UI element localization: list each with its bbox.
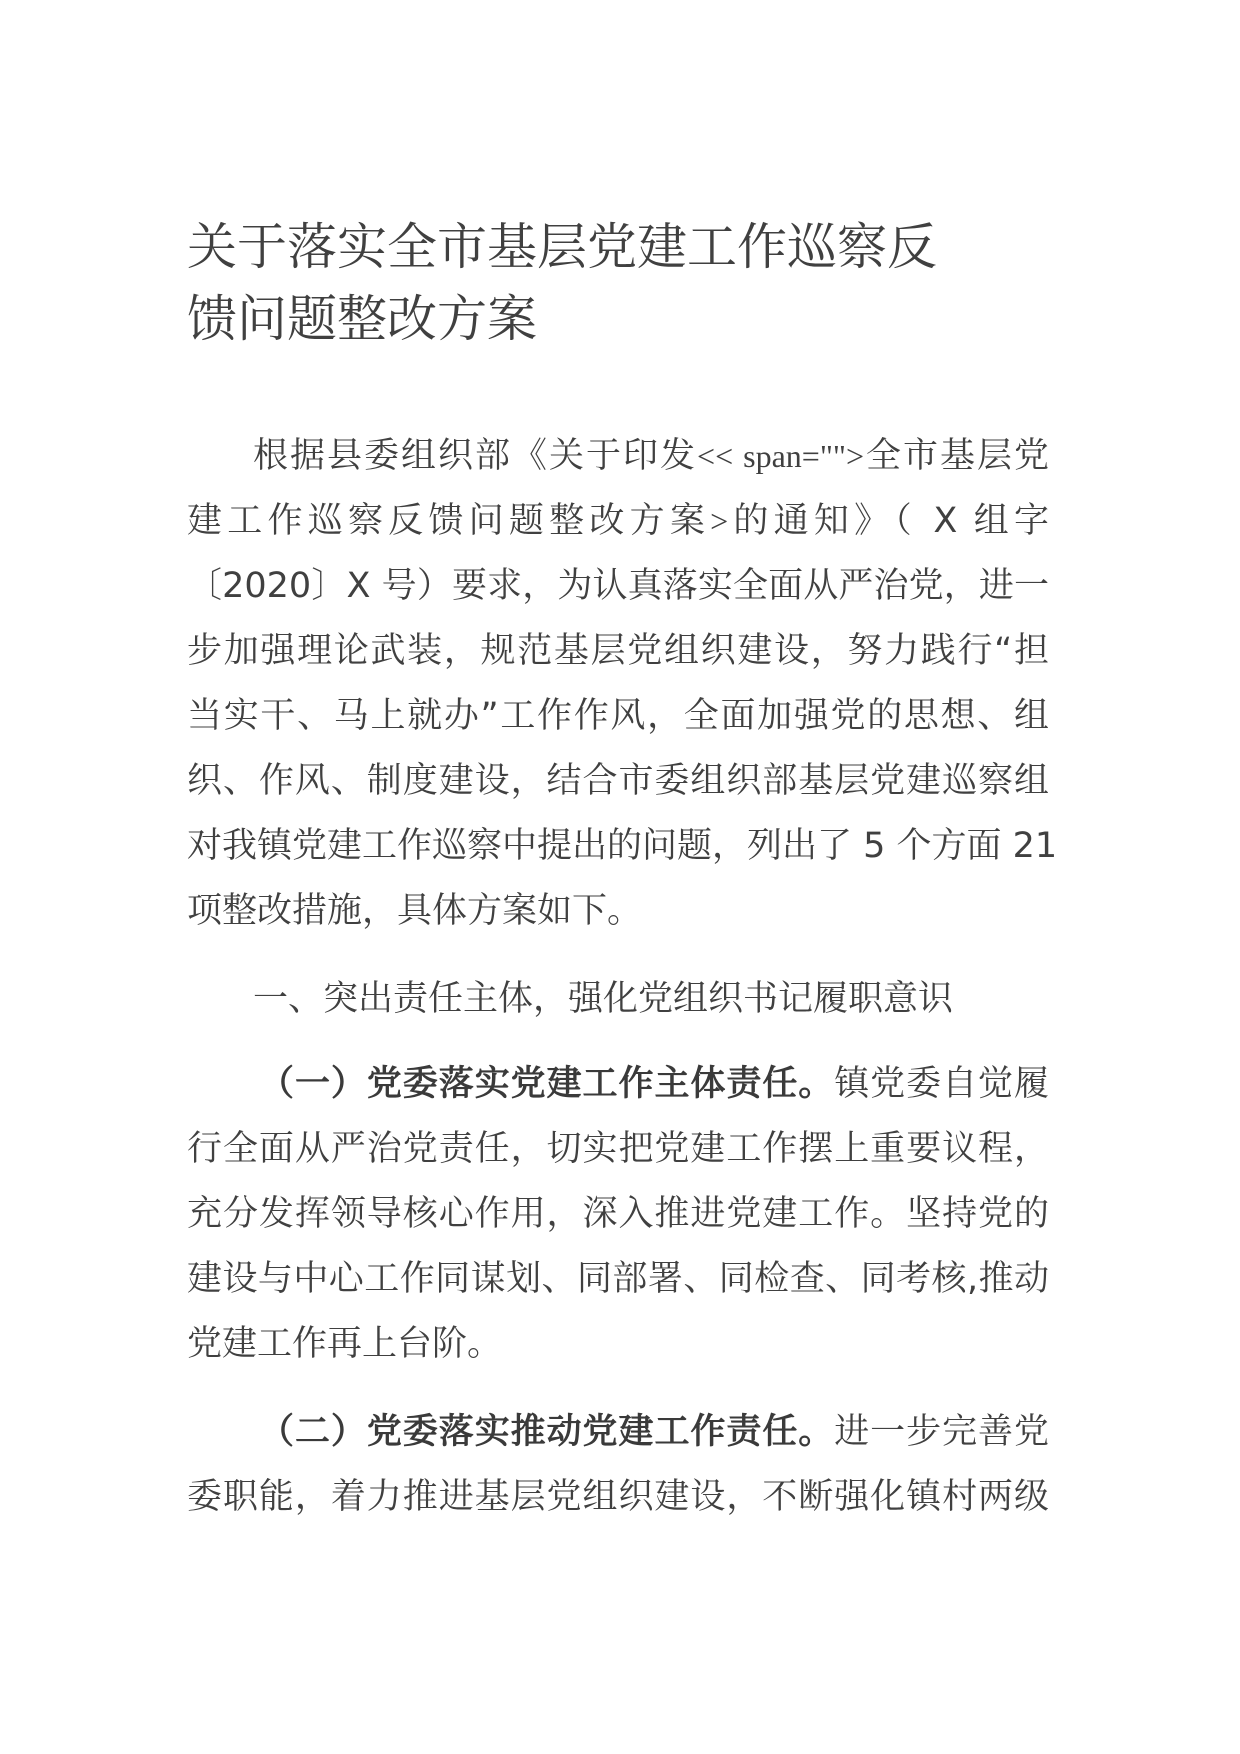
- intro-text: 建工作巡察反馈问题整改方案: [187, 501, 711, 541]
- subsection-1: [187, 1052, 1049, 1377]
- subsection-2: [187, 1400, 1049, 1530]
- intro-line-7: 对我镇党建工作巡察中提出的问题，列出了 5 个方面 21: [187, 826, 1058, 866]
- intro-text: 全市基层党: [863, 436, 1049, 476]
- intro-line-5: 当实干、马上就办”工作作风，全面加强党的思想、组: [187, 696, 1049, 736]
- title-line-2: 馈问题整改方案: [187, 290, 537, 348]
- stray-markup-text: >: [710, 503, 729, 539]
- section-heading-1: [187, 967, 1049, 1032]
- subsection-1-text: 镇党委自觉履: [834, 1064, 1049, 1104]
- subsection-1-line-1: [187, 1052, 1049, 1117]
- subsection-2-heading: （二）党委落实推动党建工作责任。: [259, 1412, 835, 1452]
- subsection-2-line-1: [187, 1400, 1049, 1465]
- intro-line-4: 步加强理论武装，规范基层党组织建设，努力践行“担: [187, 631, 1049, 671]
- intro-paragraph: [187, 424, 1058, 944]
- subsection-1-line-5: 党建工作再上台阶。: [187, 1324, 503, 1364]
- subsection-1-heading: （一）党委落实党建工作主体责任。: [259, 1064, 835, 1104]
- intro-text: 根据县委组织部《关于印发: [253, 436, 698, 476]
- intro-line-1: [187, 424, 1049, 489]
- stray-markup-text: << span="">: [697, 438, 864, 474]
- intro-text: 的通知》（ X 组字: [728, 501, 1049, 541]
- subsection-2-text: 进一步完善党: [834, 1412, 1049, 1452]
- document-title: [187, 215, 1049, 351]
- subsection-2-line-2: 委职能，着力推进基层党组织建设，不断强化镇村两级: [187, 1477, 1049, 1517]
- title-line-1: 关于落实全市基层党建工作巡察反: [187, 218, 937, 276]
- subsection-1-line-2: 行全面从严治党责任，切实把党建工作摆上重要议程，: [187, 1129, 1049, 1169]
- section-heading-text: 一、突出责任主体，强化党组织书记履职意识: [253, 979, 954, 1019]
- intro-line-6: 织、作风、制度建设，结合市委组织部基层党建巡察组: [187, 761, 1049, 801]
- subsection-1-line-3: 充分发挥领导核心作用，深入推进党建工作。坚持党的: [187, 1194, 1049, 1234]
- subsection-1-line-4: 建设与中心工作同谋划、同部署、同检查、同考核,推动: [187, 1259, 1049, 1299]
- intro-line-3: 〔2020〕X 号）要求，为认真落实全面从严治党，进一: [187, 566, 1049, 606]
- intro-line-2: [187, 489, 1049, 554]
- intro-line-8: 项整改措施，具体方案如下。: [187, 891, 643, 931]
